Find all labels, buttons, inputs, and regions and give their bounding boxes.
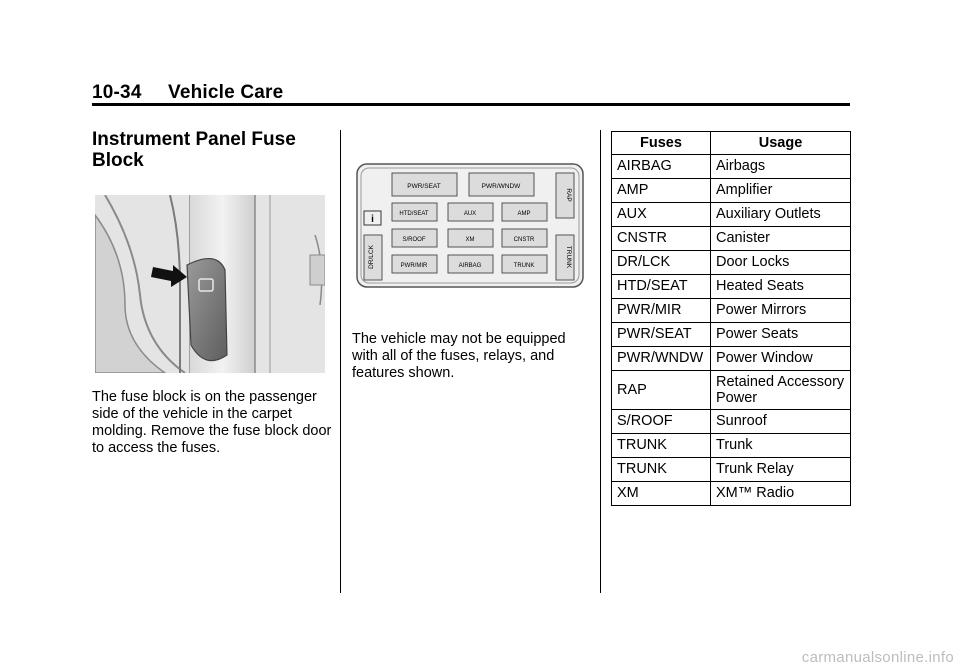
fuse-name: PWR/WNDW [612, 347, 711, 371]
table-row [612, 371, 851, 410]
column-divider-1 [340, 130, 341, 593]
fuse-name: RAP [612, 371, 711, 410]
label-trunk-relay: TRUNK [565, 245, 572, 269]
fuse-block-location-photo [95, 195, 325, 373]
page-number: 10-34 [92, 82, 142, 103]
table-row [612, 179, 851, 203]
fuse-name: AIRBAG [612, 155, 711, 179]
fuse-usage: Door Locks [711, 251, 851, 275]
fuse-name: AMP [612, 179, 711, 203]
fuse-name: PWR/SEAT [612, 323, 711, 347]
label-trunk: TRUNK [513, 263, 535, 269]
fuse-usage: Canister [711, 227, 851, 251]
fuse-usage: Auxiliary Outlets [711, 203, 851, 227]
fuse-usage: Heated Seats [711, 275, 851, 299]
column-divider-2 [600, 130, 601, 593]
fuse-usage: Trunk [711, 434, 851, 458]
fuse-usage: Amplifier [711, 179, 851, 203]
fuse-usage-table [611, 131, 851, 506]
svg-text:i: i [371, 214, 374, 225]
table-row [612, 434, 851, 458]
table-header-row [612, 132, 851, 155]
label-pwr-wndw: PWR/WNDW [481, 183, 521, 190]
table-row [612, 155, 851, 179]
header-fuses: Fuses [612, 132, 711, 155]
label-amp: AMP [517, 211, 531, 217]
fuse-usage: Power Seats [711, 323, 851, 347]
header-rule [92, 103, 850, 106]
location-description: The fuse block is on the passenger side of the vehicle in the carpet molding. Remove the fuse block door to access the fuses. [92, 389, 332, 456]
fuse-door [187, 259, 227, 361]
label-rap: RAP [565, 188, 572, 202]
fuse-block-diagram [356, 163, 584, 288]
fuse-usage: XM™ Radio [711, 482, 851, 506]
label-xm: XM [465, 237, 475, 243]
table-row [612, 410, 851, 434]
label-airbag: AIRBAG [458, 263, 482, 269]
fuse-name: CNSTR [612, 227, 711, 251]
fuse-name: AUX [612, 203, 711, 227]
header-usage: Usage [711, 132, 851, 155]
fuse-name: DR/LCK [612, 251, 711, 275]
label-pwr-mir: PWR/MIR [400, 263, 428, 269]
table-row [612, 482, 851, 506]
label-htd-seat: HTD/SEAT [399, 211, 429, 217]
section-name: Vehicle Care [168, 82, 284, 103]
label-dr-lck: DR/LCK [368, 245, 375, 269]
equipment-note: The vehicle may not be equipped with all of the fuses, relays, and features shown. [352, 331, 566, 381]
table-row [612, 347, 851, 371]
watermark: carmanualsonline.info [801, 649, 954, 666]
label-cnstr: CNSTR [513, 237, 535, 243]
table-row [612, 251, 851, 275]
fuse-name: TRUNK [612, 434, 711, 458]
page-header [92, 82, 283, 104]
fuse-usage: Trunk Relay [711, 458, 851, 482]
fuse-name: PWR/MIR [612, 299, 711, 323]
table-row [612, 275, 851, 299]
label-aux: AUX [463, 211, 477, 217]
table-row [612, 203, 851, 227]
fuse-usage: Retained Accessory Power [711, 371, 851, 410]
fuse-name: S/ROOF [612, 410, 711, 434]
fuse-usage: Power Mirrors [711, 299, 851, 323]
fuse-name: XM [612, 482, 711, 506]
table-row [612, 323, 851, 347]
fuse-usage: Sunroof [711, 410, 851, 434]
label-s-roof: S/ROOF [402, 237, 426, 243]
fuse-name: TRUNK [612, 458, 711, 482]
fuse-name: HTD/SEAT [612, 275, 711, 299]
table-row [612, 227, 851, 251]
fuse-usage: Airbags [711, 155, 851, 179]
table-row [612, 458, 851, 482]
label-pwr-seat: PWR/SEAT [407, 183, 441, 190]
fuse-usage: Power Window [711, 347, 851, 371]
section-title: Instrument Panel Fuse Block [92, 129, 296, 171]
table-row [612, 299, 851, 323]
location-illustration [95, 195, 325, 373]
